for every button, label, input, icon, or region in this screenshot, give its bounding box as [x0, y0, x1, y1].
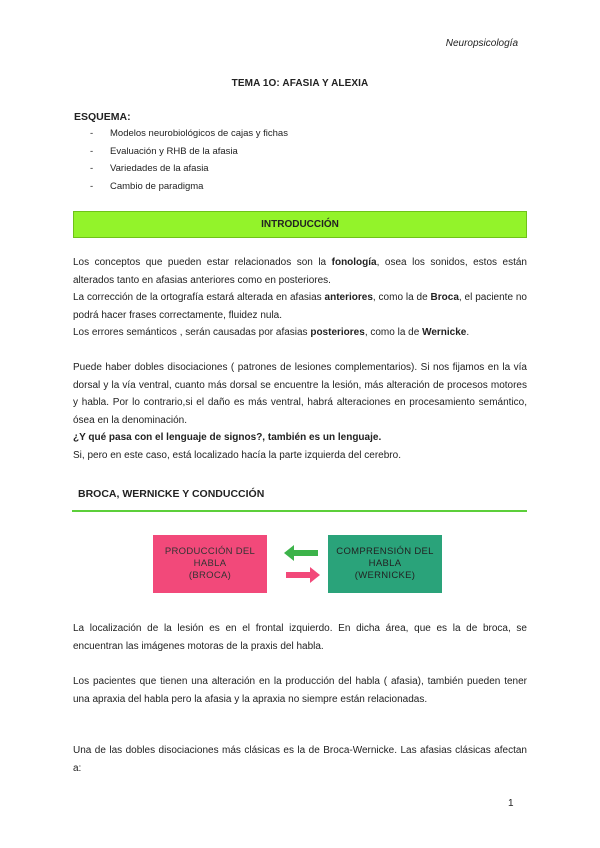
text-run: , el paciente no podrá hacer frases correctamente, fluidez nula.: [73, 292, 527, 321]
esquema-heading: ESQUEMA:: [74, 111, 131, 123]
box-line: HABLA: [368, 558, 402, 569]
box-line: (BROCA): [188, 570, 232, 581]
list-item-text: Evaluación y RHB de la afasia: [110, 145, 238, 157]
broca-heading: BROCA, WERNICKE Y CONDUCCIÓN: [78, 488, 265, 500]
paragraph: La localización de la lesión es en el frontal izquierdo. En dicha área, que es la de broca, se encuentran las imágenes motoras de la praxis del habla.: [73, 623, 527, 652]
arrow-right-icon: [286, 567, 320, 583]
broca-paragraph-2: [73, 673, 527, 708]
esquema-list: [90, 125, 288, 196]
heading-underline: [72, 510, 527, 512]
text-run: , osea los sonidos, estos están alterados tanto en afasias anteriores como en posteriores.: [73, 257, 527, 286]
paragraph: Una de las dobles disociaciones más clásicas es la de Broca-Wernicke. Las afasias clásicas afectan a:: [73, 745, 527, 774]
text-bold: ¿Y qué pasa con el lenguaje de signos?, también es un lenguaje.: [73, 432, 382, 444]
paragraph-bold-question: [73, 429, 527, 447]
paragraph: [73, 254, 527, 289]
bullet-dash: -: [90, 181, 94, 193]
text-run: Los conceptos que pueden estar relacionados son la: [73, 257, 332, 268]
text-run: Los errores semánticos , serán causadas por afasias: [73, 327, 311, 339]
paragraph: [73, 324, 527, 342]
text-bold: posteriores: [310, 327, 365, 339]
box-line: (WERNICKE): [354, 570, 416, 581]
bullet-dash: -: [90, 163, 94, 175]
text-run: .: [466, 327, 470, 339]
bidirectional-arrows: [282, 540, 322, 588]
box-line: PRODUCCIÓN DEL: [164, 546, 256, 557]
speech-comprehension-box: [328, 535, 442, 593]
intro-paragraph-block-2: [73, 359, 527, 465]
broca-paragraph-3: [73, 742, 527, 777]
intro-heading-bar: [73, 211, 527, 238]
paragraph: Puede haber dobles disociaciones ( patrones de lesiones complementarios). Si nos fijamos en la vía dorsal y la vía ventral, cuanto más dorsal se encuentre la lesión, más alteración de procesos motores y habla. Por lo contrario,si el daño es más ventral, habrá alteraciones en procesamiento semántico, ósea en la denominación.: [73, 362, 527, 426]
list-item-text: Modelos neurobiológicos de cajas y fichas: [110, 128, 288, 139]
bullet-dash: -: [90, 128, 94, 139]
box-line: COMPRENSIÓN DEL: [336, 546, 434, 557]
text-run: , como la de: [364, 327, 423, 339]
header-subject: Neuropsicología: [445, 38, 518, 49]
broca-paragraph-1: [73, 620, 527, 655]
intro-heading: INTRODUCCIÓN: [261, 219, 339, 230]
bullet-dash: -: [90, 145, 94, 157]
list-item: [90, 160, 288, 178]
intro-paragraph-block-1: [73, 254, 527, 342]
list-item-text: Variedades de la afasia: [110, 163, 209, 175]
text-bold: Wernicke: [422, 327, 467, 339]
paragraph: Los pacientes que tienen una alteración en la producción del habla ( afasia), también pueden tener una apraxia del habla pero la afasia y la apraxia no siempre están relacionadas.: [73, 676, 527, 705]
arrow-left-icon: [284, 545, 318, 561]
paragraph: Si, pero en este caso, está localizado hacía la parte izquierda del cerebro.: [73, 449, 401, 461]
speech-production-box: [153, 535, 267, 593]
list-item: [90, 125, 288, 143]
text-run: , como la de: [372, 292, 431, 304]
list-item: [90, 143, 288, 161]
text-bold: Broca: [430, 292, 459, 304]
text-run: La corrección de la ortografía estará alterada en afasias: [73, 292, 325, 304]
text-bold: anteriores: [324, 292, 373, 304]
text-bold: fonología: [331, 257, 377, 268]
list-item: [90, 178, 288, 196]
document-title: TEMA 1O: AFASIA Y ALEXIA: [231, 78, 369, 89]
paragraph: [73, 289, 527, 324]
page-number: 1: [508, 798, 514, 809]
list-item-text: Cambio de paradigma: [110, 181, 204, 193]
box-line: HABLA: [193, 558, 227, 569]
